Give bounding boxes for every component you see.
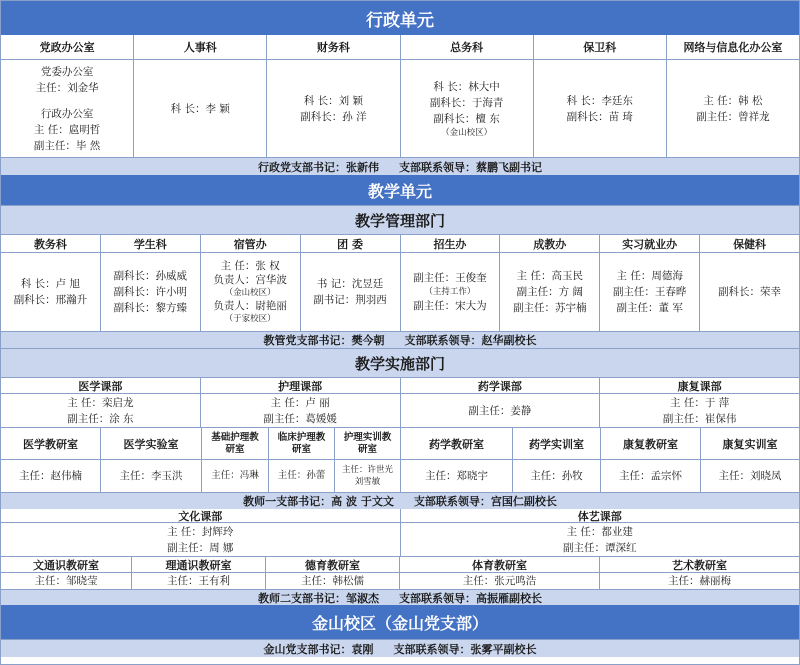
office-2-header: 基础护理教研室 xyxy=(202,428,269,460)
admin-col-0-cell xyxy=(1,60,134,157)
office-2-cell xyxy=(202,460,269,492)
mgmt-col-0-cell xyxy=(1,253,101,331)
office-1-cell xyxy=(101,460,202,492)
mgmt-line: 副科长：许小明 xyxy=(113,286,188,298)
management-title: 教学管理部门 xyxy=(354,211,445,230)
management-secretary: 教管党支部书记：樊今朝 xyxy=(263,334,385,347)
admin-leader: 支部联系领导：蔡鹏飞副书记 xyxy=(399,160,542,174)
office2-4-header: 艺术教研室 xyxy=(600,557,799,573)
admin-col-0-header: 党政办公室 xyxy=(1,35,134,60)
office-3-header: 临床护理教研室 xyxy=(269,428,335,460)
dept2-line: 主 任：都业建 xyxy=(566,525,633,538)
admin-line: 主 任：扈明哲 xyxy=(33,123,101,136)
admin-line: 副主任：曾祥龙 xyxy=(696,110,770,123)
admin-col-2-header: 财务科 xyxy=(267,35,400,60)
office2-4-cell xyxy=(600,573,799,589)
office-4-cell xyxy=(335,460,401,492)
admin-line: 副科长：孙 洋 xyxy=(300,110,367,123)
office-8-header: 康复实训室 xyxy=(701,428,799,460)
mgmt-line: 负责人：宫华波 xyxy=(213,274,287,286)
admin-line: 主任：刘金华 xyxy=(35,81,99,94)
division-line: 副主任：涂 东 xyxy=(67,412,134,425)
admin-col-1-cell xyxy=(134,60,267,157)
implementation-title: 教学实施部门 xyxy=(354,354,445,373)
office2-line: 主任：张元鸣浩 xyxy=(462,575,537,587)
admin-secretary: 行政党支部书记：张新伟 xyxy=(258,160,379,174)
office-5-header: 药学教研室 xyxy=(401,428,513,460)
office2-line: 主任：韩松儒 xyxy=(301,575,364,587)
mgmt-line: 副主任：董 军 xyxy=(616,302,683,314)
teacher2-leader: 支部联系领导：高振雁副校长 xyxy=(399,591,542,605)
admin-col-5-header: 网络与信息化办公室 xyxy=(667,35,799,60)
admin-footer xyxy=(1,157,799,175)
jinshan-footer xyxy=(1,639,799,657)
teaching-title: 教学单元 xyxy=(367,181,432,201)
arts-header: 体艺课部 xyxy=(401,509,800,523)
mgmt-col-6-header: 实习就业办 xyxy=(600,235,700,253)
admin-line: 副科长：檀 东 xyxy=(433,112,500,125)
division-3-header: 康复课部 xyxy=(600,378,799,394)
admin-line: 副科长：苗 琦 xyxy=(566,110,633,123)
teacher2-footer xyxy=(1,589,799,605)
office2-0-header: 文通识教研室 xyxy=(1,557,132,573)
admin-line: 党委办公室 xyxy=(40,65,94,78)
office2-2-header: 德育教研室 xyxy=(266,557,400,573)
office-7-cell xyxy=(601,460,701,492)
division-2-header: 药学课部 xyxy=(401,378,601,394)
admin-col-5-cell xyxy=(667,60,799,157)
office2-line: 主任：赫丽梅 xyxy=(668,575,731,587)
culture-cell xyxy=(1,523,401,556)
admin-title: 行政单元 xyxy=(366,10,434,31)
division-2-cell xyxy=(401,394,601,427)
division-1-header: 护理课部 xyxy=(201,378,401,394)
mgmt-col-5-cell xyxy=(500,253,600,331)
admin-col-1-header: 人事科 xyxy=(134,35,267,60)
division-1-cell xyxy=(201,394,401,427)
mgmt-line: 副科长：荣幸 xyxy=(718,286,782,298)
office-line: 主任：孙蕾 xyxy=(277,470,326,481)
mgmt-line: 负责人：尉艳丽 xyxy=(213,300,287,312)
mgmt-col-2-header: 宿管办 xyxy=(201,235,301,253)
office2-line: 主任：王有利 xyxy=(167,575,230,587)
mgmt-line: （金山校区） xyxy=(224,288,276,298)
admin-col-2-cell xyxy=(267,60,400,157)
arts-cell xyxy=(401,523,800,556)
office-line: 主任：郑晓宇 xyxy=(425,470,488,482)
implementation-section xyxy=(1,348,799,378)
admin-line: 科 长：李廷东 xyxy=(566,94,633,107)
admin-line: 主 任：韩 松 xyxy=(703,94,763,107)
management-leader: 支部联系领导：赵华副校长 xyxy=(404,334,537,347)
office-4-header: 护理实训教研室 xyxy=(335,428,401,460)
mgmt-col-3-header: 团 委 xyxy=(301,235,401,253)
office-6-cell xyxy=(513,460,601,492)
division-3-cell xyxy=(600,394,799,427)
office2-1-header: 理通识教研室 xyxy=(132,557,266,573)
admin-line: 副主任：毕 然 xyxy=(33,139,101,152)
jinshan-leader: 支部联系领导：张雾平副校长 xyxy=(393,642,537,656)
admin-col-3-cell xyxy=(401,60,534,157)
office-line: 主任：李玉洪 xyxy=(119,470,183,482)
management-body-row xyxy=(1,253,799,331)
admin-line: （金山校区） xyxy=(441,127,493,138)
mgmt-line: （于家校区） xyxy=(224,314,276,324)
office-7-header: 康复教研室 xyxy=(601,428,701,460)
office-6-header: 药学实训室 xyxy=(513,428,601,460)
dept2-header-row xyxy=(1,509,799,523)
mgmt-line: 副科长：孙威威 xyxy=(113,270,188,282)
teacher1-secretary: 教师一支部书记：高 波 于文文 xyxy=(243,495,394,508)
admin-header-row xyxy=(1,35,799,60)
office-header-row xyxy=(1,428,799,460)
office-0-header: 医学教研室 xyxy=(1,428,101,460)
mgmt-col-7-cell xyxy=(700,253,799,331)
mgmt-line: 副主任：王春晔 xyxy=(612,286,687,298)
office2-body-row xyxy=(1,573,799,589)
admin-banner xyxy=(1,1,799,35)
office-line: 主任：孟宗怀 xyxy=(619,470,682,482)
culture-header: 文化课部 xyxy=(1,509,401,523)
office-line: 主任：冯琳 xyxy=(211,470,259,481)
office-line: 主任：许世光 xyxy=(341,465,393,475)
management-footer xyxy=(1,331,799,348)
division-header-row xyxy=(1,378,799,394)
dept2-line: 主 任：封辉玲 xyxy=(167,525,234,538)
jinshan-secretary: 金山党支部书记：袁刚 xyxy=(263,642,374,656)
office2-header-row xyxy=(1,557,799,573)
office-5-cell xyxy=(401,460,513,492)
admin-col-3-header: 总务科 xyxy=(401,35,534,60)
admin-line: 科 长：李 颖 xyxy=(170,102,230,115)
mgmt-line: 主 任：周德海 xyxy=(616,270,683,282)
teacher2-secretary: 教师二支部书记：邹淑杰 xyxy=(258,591,379,605)
jinshan-title: 金山校区（金山党支部） xyxy=(311,613,488,633)
mgmt-col-0-header: 教务科 xyxy=(1,235,101,253)
admin-col-4-cell xyxy=(534,60,667,157)
mgmt-col-7-header: 保健科 xyxy=(700,235,799,253)
mgmt-col-5-header: 成教办 xyxy=(500,235,600,253)
office2-2-cell xyxy=(266,573,400,589)
division-line: 副主任：葛媛媛 xyxy=(263,412,337,425)
mgmt-line: 书 记：沈昱廷 xyxy=(316,278,384,290)
admin-line: 科 长：林大中 xyxy=(433,80,500,93)
mgmt-line: 副主任：苏宇楠 xyxy=(513,302,587,314)
office-1-header: 医学实验室 xyxy=(101,428,202,460)
office-line: 主任：刘晓凤 xyxy=(718,470,782,482)
division-line: 主 任：卢 丽 xyxy=(270,396,330,409)
office-line: 主任：孙牧 xyxy=(530,470,583,482)
office-0-cell xyxy=(1,460,101,492)
admin-line: 副科长：于海青 xyxy=(429,96,504,109)
management-section xyxy=(1,205,799,235)
office-body-row xyxy=(1,460,799,492)
admin-line: 科 长：刘 颖 xyxy=(303,94,364,107)
teacher1-footer xyxy=(1,492,799,509)
admin-col-4-header: 保卫科 xyxy=(534,35,667,60)
mgmt-col-1-header: 学生科 xyxy=(101,235,201,253)
division-line: 主 任：于 萍 xyxy=(670,396,730,409)
dept2-line: 副主任：谭深红 xyxy=(563,541,637,554)
management-header-row xyxy=(1,235,799,253)
mgmt-line: 副科长：邢瀚升 xyxy=(13,294,88,306)
mgmt-col-2-cell xyxy=(201,253,301,331)
teacher1-leader: 支部联系领导：宫国仁副校长 xyxy=(413,495,557,508)
mgmt-line: 主 任：高玉民 xyxy=(516,270,583,282)
mgmt-line: 副科长：黎方臻 xyxy=(113,302,188,314)
office2-line: 主任：邹晓莹 xyxy=(34,575,98,587)
mgmt-line: 副主任：王俊奎 xyxy=(413,272,487,284)
jinshan-banner xyxy=(1,605,799,639)
mgmt-line: （主持工作） xyxy=(424,287,476,297)
office2-1-cell xyxy=(132,573,266,589)
division-body-row xyxy=(1,394,799,428)
division-0-header: 医学课部 xyxy=(1,378,201,394)
office2-3-header: 体育教研室 xyxy=(400,557,600,573)
division-line: 主 任：栾启龙 xyxy=(67,396,134,409)
office-line: 主任：赵伟楠 xyxy=(19,470,82,482)
mgmt-line: 主 任：张 权 xyxy=(220,260,280,272)
admin-body-row xyxy=(1,60,799,157)
mgmt-col-4-cell xyxy=(401,253,501,331)
office2-0-cell xyxy=(1,573,132,589)
teaching-banner xyxy=(1,175,799,205)
office-line: 刘雪敏 xyxy=(354,477,381,487)
mgmt-col-1-cell xyxy=(101,253,201,331)
office-8-cell xyxy=(701,460,799,492)
admin-line: 行政办公室 xyxy=(40,107,94,120)
mgmt-col-3-cell xyxy=(301,253,401,331)
mgmt-col-6-cell xyxy=(600,253,700,331)
dept2-line: 副主任：周 娜 xyxy=(167,541,234,554)
mgmt-line: 科 长：卢 旭 xyxy=(20,278,81,290)
division-line: 副主任：崔保伟 xyxy=(662,412,737,425)
division-line: 副主任：姜静 xyxy=(468,404,532,417)
dept2-body-row xyxy=(1,523,799,557)
division-0-cell xyxy=(1,394,201,427)
mgmt-line: 副主任：宋大为 xyxy=(413,300,487,312)
office-3-cell xyxy=(269,460,335,492)
mgmt-line: 副主任：方 阔 xyxy=(516,286,583,298)
mgmt-col-4-header: 招生办 xyxy=(401,235,501,253)
mgmt-line: 副书记：荆羽西 xyxy=(313,294,387,306)
office2-3-cell xyxy=(400,573,600,589)
